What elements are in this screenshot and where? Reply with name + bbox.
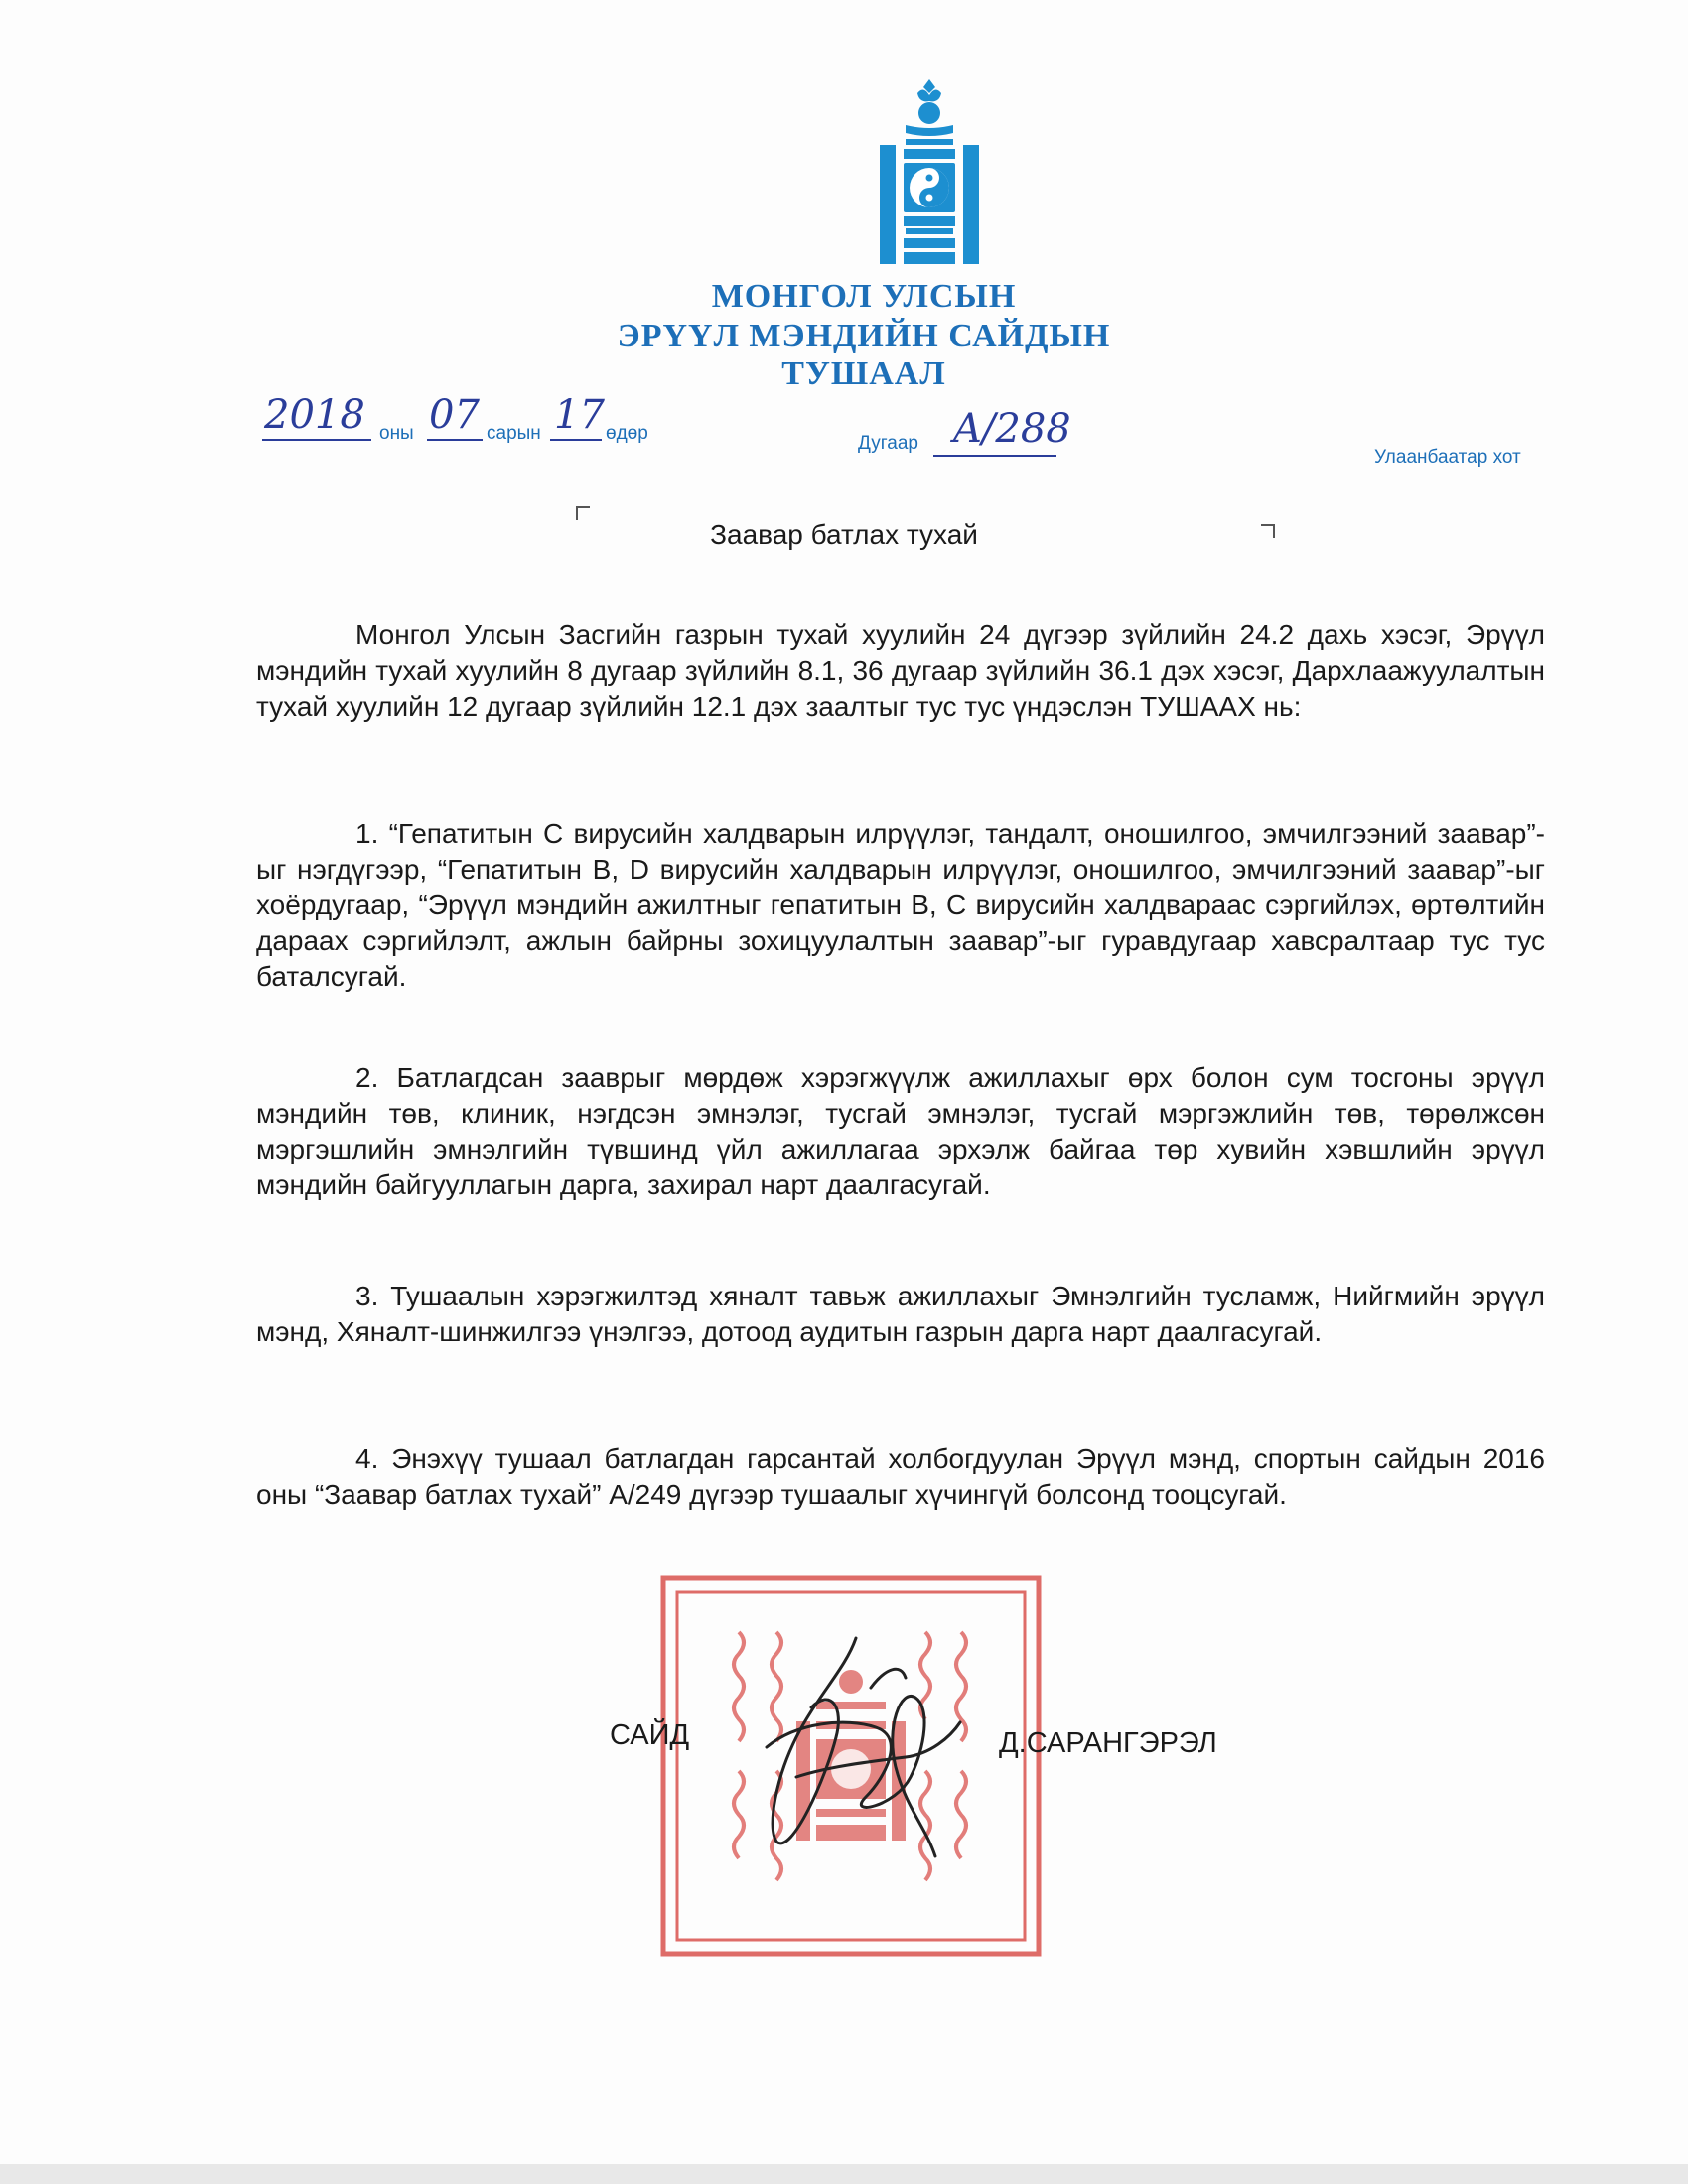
date-year-underline: [262, 439, 371, 441]
item-4-text: 4. Энэхүү тушаал батлагдан гарсантай холбогдуулан Эрүүл мэнд, спортын сайдын 2016 оны “Заавар батлах тухай” А/249 дүгээр тушаалыг хүчингүй болсонд тооцсугай.: [256, 1443, 1545, 1510]
date-month-underline: [427, 439, 483, 441]
number-label: Дугаар: [858, 433, 918, 454]
item-3: [256, 1279, 1545, 1350]
corner-mark-left: [576, 506, 590, 520]
document-subject: Заавар батлах тухай: [710, 519, 978, 550]
item-2: [256, 1060, 1545, 1203]
place-label: Улаанбаатар хот: [1374, 447, 1521, 468]
date-month: 07: [429, 392, 480, 438]
item-4: [256, 1441, 1545, 1513]
date-month-suffix: сарын: [487, 423, 541, 444]
date-day-underline: [550, 439, 602, 441]
date-day-suffix: өдөр: [606, 423, 648, 444]
date-year-suffix: оны: [379, 423, 414, 444]
handwritten-signature: [737, 1628, 965, 1866]
item-2-text: 2. Батлагдсан зааврыг мөрдөж хэрэгжүүлж ажиллахыг өрх болон сум тосгоны эрүүл мэндийн төв, клиник, нэгдсэн эмнэлэг, тусгай эмнэлэг, тусгай мэргэжлийн төв, төрөлжсөн мэргэшлийн эмнэлгийн түвшинд үйл ажиллагаа эрхэлж байгаа төр хувийн хэвшлийн эрүүл мэндийн байгууллагын дарга, захирал нарт даалгасугай.: [256, 1062, 1545, 1200]
scan-edge: [0, 2164, 1688, 2184]
soyombo-emblem-icon: [880, 79, 979, 268]
signer-title: САЙД: [610, 1719, 690, 1751]
org-title-line1: МОНГОЛ УЛСЫН: [711, 278, 1017, 315]
signer-name: Д.САРАНГЭРЭЛ: [999, 1727, 1217, 1759]
org-title-line3: ТУШААЛ: [781, 355, 946, 392]
item-3-text: 3. Тушаалын хэрэгжилтэд хяналт тавьж ажиллахыг Эмнэлгийн тусламж, Нийгмийн эрүүл мэнд, Хяналт-шинжилгээ үнэлгээ, дотоод аудитын газрын дарга нарт даалгасугай.: [256, 1281, 1545, 1347]
order-number-underline: [933, 455, 1056, 457]
date-day: 17: [554, 392, 605, 438]
preamble-text: Монгол Улсын Засгийн газрын тухай хуулийн 24 дүгээр зүйлийн 24.2 дахь хэсэг, Эрүүл мэндийн тухай хуулийн 8 дугаар зүйлийн 8.1, 36 дугаар зүйлийн 36.1 дэх хэсэг, Дархлаажуулалтын тухай хуулийн 12 дугаар зүйлийн 12.1 дэх заалтыг тус тус үндэслэн ТУШААХ нь:: [256, 619, 1545, 722]
date-year: 2018: [264, 392, 365, 438]
preamble: [256, 617, 1545, 725]
item-1: [256, 816, 1545, 995]
item-1-text: 1. “Гепатитын С вирусийн халдварын илрүүлэг, тандалт, оношилгоо, эмчилгээний заавар”-ыг нэгдүгээр, “Гепатитын В, D вирусийн халдварын илрүүлэг, оношилгоо, эмчилгээний заавар”-ыг хоёрдугаар, “Эрүүл мэндийн ажилтныг гепатитын В, С вирусийн халдвараас сэргийлэх, өртөлтийн дараах сэргийлэлт, ажлын байрны зохицуулалтын заавар”-ыг гуравдугаар хавсралтаар тус тус баталсугай.: [256, 818, 1545, 992]
order-number: A/288: [953, 406, 1071, 452]
org-title-line2: ЭРҮҮЛ МЭНДИЙН САЙДЫН: [617, 318, 1111, 354]
